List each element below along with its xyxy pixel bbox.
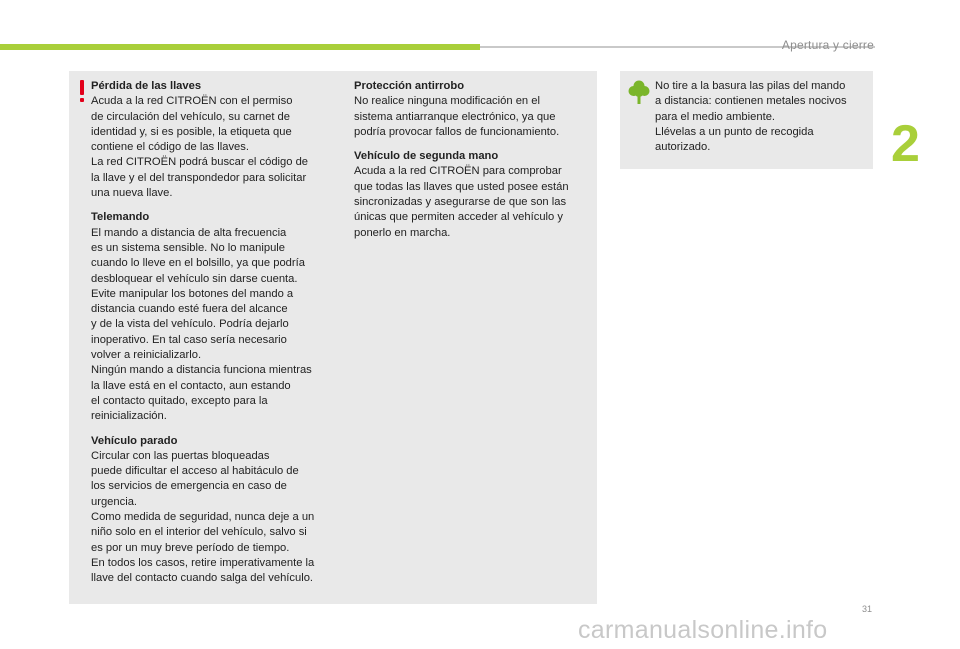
block-heading: Pérdida de las llaves xyxy=(91,80,202,92)
block-anti-theft xyxy=(354,79,590,140)
exclamation-icon xyxy=(79,80,85,102)
eco-note xyxy=(655,79,867,155)
block-parked-vehicle xyxy=(91,434,336,587)
block-body: Circular con las puertas bloqueadas puede dificultar el acceso al habitáculo de los servicios de emergencia en caso de urgencia. Como medida de seguridad, nunca deje a un niño solo en el interior del vehículo, salvo si es por un muy breve período de tiempo. En todos los casos, retire imperativamente la llave del contacto cuando salga del vehículo. xyxy=(91,449,315,585)
section-title: Apertura y cierre xyxy=(781,38,874,52)
warning-column-left xyxy=(91,79,336,596)
block-heading: Vehículo de segunda mano xyxy=(354,150,499,163)
block-remote-control xyxy=(91,210,336,424)
warning-column-right xyxy=(354,79,590,250)
chapter-number: 2 xyxy=(891,115,920,173)
block-used-vehicle xyxy=(354,149,590,241)
block-body: No realice ninguna modificación en el sistema antiarranque electrónico, ya que podría provocar fallos de funcionamiento. xyxy=(354,95,560,138)
block-body: Acuda a la red CITROËN con el permiso de circulación del vehículo, su carnet de identidad y, si es posible, la etiqueta que contiene el código de las llaves. La red CITROËN podrá buscar el código de la llave y el del transpondedor para solicitar una nueva llave. xyxy=(91,95,309,200)
block-heading: Protección antirrobo xyxy=(354,80,465,92)
watermark: carmanualsonline.info xyxy=(578,616,828,644)
tree-icon xyxy=(628,80,650,104)
eco-note-body: No tire a la basura las pilas del mando a distancia: contienen metales nocivos para el medio ambiente. Llévelas a un punto de recogida autorizado. xyxy=(655,80,847,154)
header-accent-bar xyxy=(0,44,480,50)
block-heading: Vehículo parado xyxy=(91,434,178,447)
block-lost-keys xyxy=(91,79,336,201)
block-body: El mando a distancia de alta frecuencia es un sistema sensible. No lo manipule cuando lo lleve en el bolsillo, ya que podría desbloquear el vehículo sin darse cuenta. Evite manipular los botones del mando a distancia cuando esté fuera del alcance y de la vista del vehículo. Podría dejarlo inoperativo. En tal caso sería necesario volver a reinicializarlo. Ningún mando a distancia funciona mientras la llave está en el contacto, aun estando el contacto quitado, excepto para la reinicialización. xyxy=(91,226,312,423)
block-body: Acuda a la red CITROËN para comprobar que todas las llaves que usted posee están sincronizadas y asegurarse de que son las únicas que permiten acceder al vehículo y ponerlo en marcha. xyxy=(354,165,569,239)
block-heading: Telemando xyxy=(91,211,150,224)
page-number: 31 xyxy=(862,604,873,614)
